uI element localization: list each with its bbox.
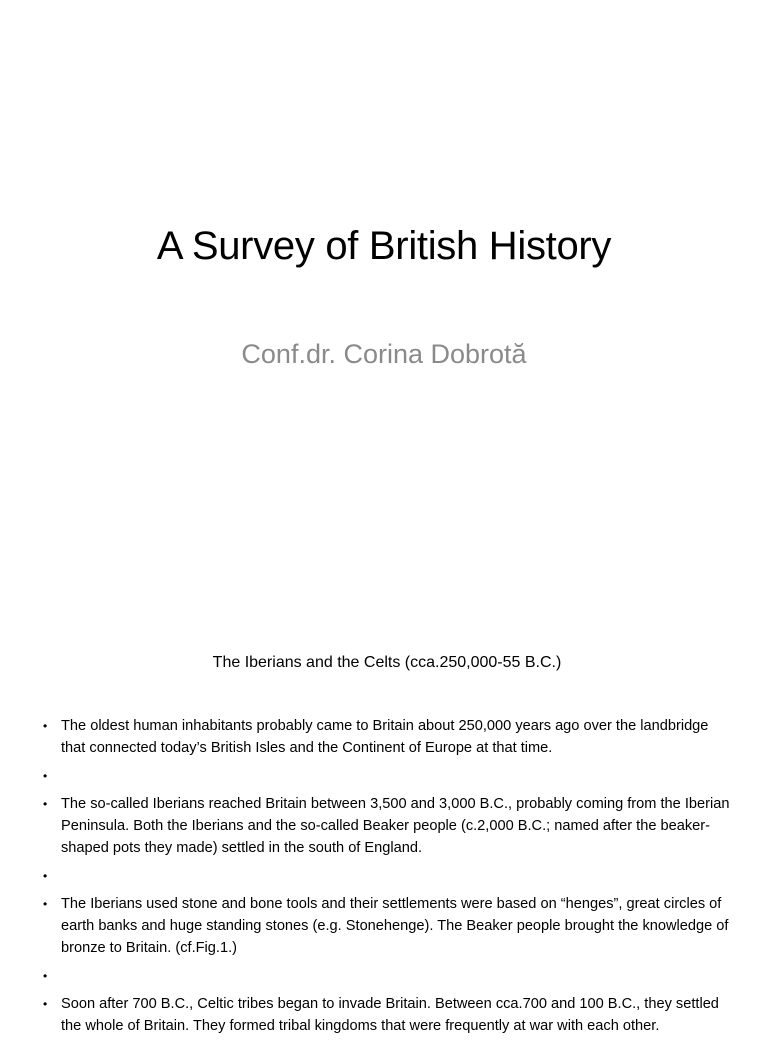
bullet-item-empty [43,865,733,887]
bullet-item: • The oldest human inhabitants probably came to Britain about 250,000 years ago over the landbridge that connected today’s British Isles and the Continent of Europe at that time. [43,715,733,759]
slide-heading: The Iberians and the Celts (cca.250,000-55 B.C.) [212,654,562,671]
bullet-item-empty [43,765,733,787]
bullet-item: • The so-called Iberians reached Britain between 3,500 and 3,000 B.C., probably coming from the Iberian Peninsula. Both the Iberians and the so-called Beaker people (c.2,000 B.C.; named after the beaker-shaped pots they made) settled in the south of England. [43,793,733,859]
author-subtitle: Conf.dr. Corina Dobrotă [241,339,527,369]
bullet-item: • Soon after 700 B.C., Celtic tribes began to invade Britain. Between cca.700 and 100 B.C., they settled the whole of Britain. They formed tribal kingdoms that were frequently at war with each other. [43,993,733,1037]
bullet-list [43,715,733,1043]
bullet-item-empty [43,965,733,987]
presentation-title: A Survey of British History [156,224,612,268]
content-slide [0,576,768,1034]
bullet-item: • The Iberians used stone and bone tools and their settlements were based on “henges”, great circles of earth banks and huge standing stones (e.g. Stonehenge). The Beaker people brought the knowledge of bronze to Britain. (cf.Fig.1.) [43,893,733,959]
